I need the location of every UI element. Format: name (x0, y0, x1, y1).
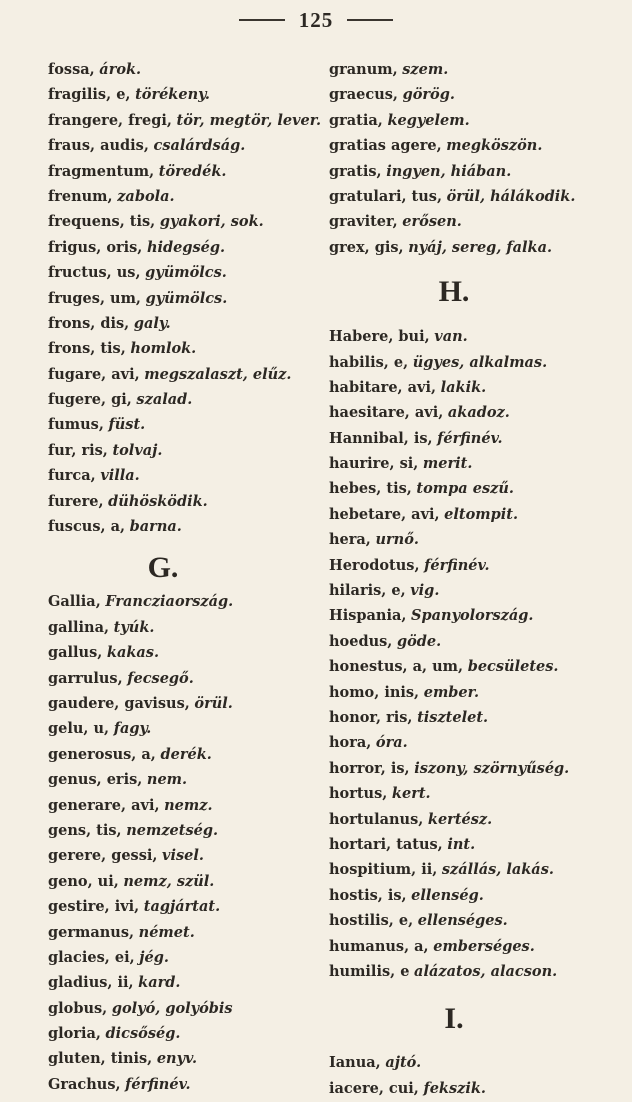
latin-headword: Habere, bui, (329, 328, 430, 346)
dictionary-entry (329, 959, 619, 984)
latin-headword: gallina, (48, 618, 110, 636)
hungarian-translation: töredék. (158, 162, 227, 180)
dictionary-entry (329, 451, 619, 476)
hungarian-translation: csalárdság. (153, 137, 246, 155)
latin-headword: fructus, us, (48, 264, 141, 282)
hungarian-translation: ajtó. (385, 1054, 422, 1072)
dictionary-entry (48, 159, 318, 184)
dictionary-entry (48, 311, 318, 336)
dictionary-entry (48, 336, 318, 361)
latin-headword: fur, ris, (48, 441, 108, 459)
hungarian-translation: Francziaország. (105, 593, 234, 611)
entry-list (329, 324, 619, 984)
hungarian-translation: van. (434, 328, 468, 346)
hungarian-translation: szállás, lakás. (441, 861, 554, 879)
dictionary-entry (329, 908, 619, 933)
hungarian-translation: tompa eszű. (416, 480, 514, 498)
latin-headword: fragilis, e, (48, 86, 131, 104)
latin-headword: hortulanus, (329, 810, 424, 828)
hungarian-translation: örül. (194, 694, 233, 712)
dictionary-entry (48, 716, 318, 741)
dictionary-entry (48, 387, 318, 412)
hungarian-translation: iszony, szörnyűség. (414, 759, 570, 777)
hungarian-translation: tagjártat. (143, 898, 221, 916)
latin-headword: Hannibal, is, (329, 429, 433, 447)
dictionary-entry (329, 502, 619, 527)
entry-list (48, 589, 318, 1097)
latin-headword: gens, tis, (48, 821, 122, 839)
dictionary-entry (329, 476, 619, 501)
hungarian-translation: örül, hálákodik. (446, 187, 576, 205)
hungarian-translation: férfinév. (437, 429, 503, 447)
latin-headword: fossa, (48, 61, 95, 78)
latin-headword: gratias agere, (329, 137, 442, 155)
hungarian-translation: tisztelet. (417, 708, 489, 726)
latin-headword: Ianua, (329, 1054, 381, 1072)
hungarian-translation: tyúk. (113, 618, 155, 636)
dictionary-entry (329, 934, 619, 959)
entry-list (329, 57, 619, 260)
latin-headword: hebes, tis, (329, 480, 412, 498)
dictionary-entry (329, 108, 619, 133)
dictionary-entry (48, 57, 318, 82)
dictionary-entry (48, 463, 318, 488)
latin-headword: frons, dis, (48, 314, 130, 332)
dictionary-entry (329, 350, 619, 375)
dictionary-entry (48, 108, 322, 133)
latin-headword: geno, ui, (48, 872, 119, 890)
latin-headword: hortus, (329, 785, 388, 803)
hungarian-translation: enyv. (156, 1050, 198, 1068)
dictionary-entry (329, 184, 619, 209)
dictionary-entry (48, 82, 318, 107)
dictionary-entry (48, 996, 318, 1021)
latin-headword: honor, ris, (329, 708, 413, 726)
dictionary-entry (48, 818, 318, 843)
hungarian-translation: ember. (423, 683, 480, 701)
latin-headword: habitare, avi, (329, 378, 437, 396)
dictionary-entry (48, 666, 318, 691)
hungarian-translation: törékeny. (135, 86, 210, 104)
dictionary-entry (48, 133, 318, 158)
dictionary-entry (48, 362, 318, 387)
hungarian-translation: nem. (146, 771, 188, 789)
dictionary-entry (329, 209, 619, 234)
latin-headword: humilis, e (329, 962, 410, 980)
latin-headword: humanus, a, (329, 937, 429, 955)
latin-headword: grex, gis, (329, 238, 404, 256)
hungarian-translation: nemz, szül. (123, 872, 215, 890)
dictionary-entry (329, 1050, 619, 1075)
latin-headword: generosus, a, (48, 745, 156, 763)
dictionary-entry (329, 324, 619, 349)
latin-headword: honestus, a, um, (329, 658, 464, 676)
latin-headword: frequens, tis, (48, 213, 156, 231)
hungarian-translation: villa. (100, 467, 140, 485)
hungarian-translation: becsületes. (467, 658, 559, 676)
dictionary-entry (329, 603, 619, 628)
dictionary-entry (329, 781, 619, 806)
latin-headword: hebetare, avi, (329, 505, 440, 523)
dictionary-entry (48, 1072, 318, 1097)
page-number: 125 (298, 7, 334, 32)
latin-headword: fuscus, a, (48, 518, 126, 536)
dictionary-entry (329, 553, 619, 578)
latin-headword: Grachus, (48, 1075, 121, 1093)
dictionary-entry (48, 640, 318, 665)
dictionary-entry (329, 159, 619, 184)
dictionary-entry (48, 793, 318, 818)
page-header (0, 6, 632, 34)
latin-headword: gerere, gessi, (48, 847, 158, 865)
latin-headword: hoedus, (329, 632, 393, 650)
hungarian-translation: hidegség. (146, 238, 226, 256)
latin-headword: horror, is, (329, 759, 410, 777)
dictionary-entry (329, 756, 619, 781)
hungarian-translation: megszalaszt, elűz. (144, 365, 292, 383)
latin-headword: gratia, (329, 111, 383, 129)
dictionary-entry (329, 857, 619, 882)
hungarian-translation: füst. (108, 416, 146, 434)
dictionary-entry (329, 629, 619, 654)
dictionary-entry (48, 235, 318, 260)
dictionary-entry (48, 209, 318, 234)
hungarian-translation: ellenséges. (417, 912, 508, 930)
hungarian-translation: jég. (139, 948, 169, 966)
latin-headword: gluten, tinis, (48, 1050, 153, 1068)
hungarian-translation: derék. (160, 745, 212, 763)
hungarian-translation: vig. (410, 582, 440, 600)
latin-headword: granum, (329, 61, 398, 78)
latin-headword: homo, inis, (329, 683, 420, 701)
latin-headword: fugere, gi, (48, 391, 132, 409)
latin-headword: germanus, (48, 923, 135, 941)
latin-headword: frigus, oris, (48, 238, 143, 256)
latin-headword: gallus, (48, 644, 103, 662)
latin-headword: haurire, si, (329, 455, 419, 473)
dictionary-entry (48, 742, 318, 767)
dictionary-entry (329, 426, 619, 451)
dictionary-entry (329, 680, 619, 705)
hungarian-translation: eltompit. (444, 505, 519, 523)
dictionary-entry (48, 615, 318, 640)
dictionary-entry (329, 883, 619, 908)
hungarian-translation: szalad. (136, 391, 193, 409)
latin-headword: hortari, tatus, (329, 835, 443, 853)
hungarian-translation: akadoz. (447, 404, 510, 422)
latin-headword: furca, (48, 467, 96, 485)
dictionary-entry (329, 730, 619, 755)
hungarian-translation: urnő. (375, 531, 419, 549)
hungarian-translation: tolvaj. (112, 441, 163, 459)
hungarian-translation: Spanyolország. (411, 607, 534, 625)
hungarian-translation: int. (447, 835, 476, 853)
latin-headword: globus, (48, 999, 108, 1017)
latin-headword: furere, (48, 492, 104, 510)
dictionary-entry (329, 57, 619, 82)
hungarian-translation: barna. (129, 518, 182, 536)
hungarian-translation: gyümölcs. (145, 289, 228, 307)
letter-heading-h: H. (438, 275, 470, 309)
dictionary-entry (48, 514, 318, 539)
dictionary-entry (48, 920, 318, 945)
latin-headword: gratulari, tus, (329, 187, 443, 205)
latin-headword: frenum, (48, 187, 113, 205)
dictionary-entry (329, 400, 619, 425)
latin-headword: hospitium, ii, (329, 861, 438, 879)
hungarian-translation: golyó, golyóbis (111, 999, 233, 1017)
hungarian-translation: fagy. (113, 720, 152, 738)
latin-headword: frons, tis, (48, 340, 126, 358)
latin-headword: gelu, u, (48, 720, 110, 738)
hungarian-translation: óra. (375, 734, 408, 752)
dictionary-entry (329, 527, 619, 552)
latin-headword: fruges, um, (48, 289, 141, 307)
dictionary-entry (48, 767, 318, 792)
latin-headword: genus, eris, (48, 771, 143, 789)
hungarian-translation: kard. (138, 974, 181, 992)
hungarian-translation: visel. (162, 847, 204, 865)
dictionary-entry (48, 438, 318, 463)
latin-headword: hora, (329, 734, 372, 752)
hungarian-translation: dühösködik. (108, 492, 208, 510)
hungarian-translation: galy. (133, 314, 171, 332)
header-rule-left (239, 19, 285, 21)
latin-headword: iacere, cui, (329, 1079, 419, 1097)
hungarian-translation: megköszön. (446, 137, 543, 155)
latin-headword: hera, (329, 531, 371, 549)
right-column (329, 57, 619, 1101)
left-column (48, 57, 322, 1097)
hungarian-translation: kertész. (427, 810, 493, 828)
dictionary-entry (48, 184, 318, 209)
hungarian-translation: homlok. (130, 340, 197, 358)
hungarian-translation: fekszik. (423, 1079, 486, 1097)
hungarian-translation: nemz. (164, 796, 213, 814)
dictionary-entry (329, 832, 619, 857)
dictionary-entry (48, 1046, 318, 1071)
hungarian-translation: zabola. (117, 187, 175, 205)
hungarian-translation: szem. (402, 61, 449, 78)
latin-headword: gloria, (48, 1025, 101, 1043)
hungarian-translation: nyáj, sereg, falka. (408, 238, 553, 256)
hungarian-translation: alázatos, alacson. (414, 962, 558, 980)
dictionary-entry (48, 945, 318, 970)
dictionary-entry (48, 286, 318, 311)
latin-headword: fumus, (48, 416, 104, 434)
dictionary-entry (329, 807, 619, 832)
dictionary-entry (329, 235, 619, 260)
dictionary-entry (48, 412, 318, 437)
latin-headword: Gallia, (48, 593, 101, 611)
latin-headword: Herodotus, (329, 556, 420, 574)
latin-headword: frangere, fregi, (48, 111, 172, 129)
latin-headword: generare, avi, (48, 796, 160, 814)
dictionary-entry (48, 589, 318, 614)
latin-headword: habilis, e, (329, 353, 409, 371)
latin-headword: Hispania, (329, 607, 407, 625)
hungarian-translation: merit. (422, 455, 473, 473)
hungarian-translation: göde. (396, 632, 442, 650)
hungarian-translation: lakik. (440, 378, 487, 396)
dictionary-entry (329, 705, 619, 730)
hungarian-translation: görög. (402, 86, 455, 104)
entry-list (48, 57, 322, 539)
letter-heading-i: I. (444, 1002, 464, 1036)
dictionary-entry (329, 82, 619, 107)
hungarian-translation: német. (138, 923, 195, 941)
dictionary-entry (48, 843, 318, 868)
hungarian-translation: kert. (391, 785, 431, 803)
dictionary-entry (329, 1076, 619, 1101)
hungarian-translation: gyakori, sok. (159, 213, 264, 231)
hungarian-translation: árok. (99, 61, 142, 78)
hungarian-translation: fecsegő. (127, 669, 194, 687)
dictionary-entry (329, 133, 619, 158)
hungarian-translation: ellenség. (411, 886, 484, 904)
hungarian-translation: ügyes, alkalmas. (412, 353, 548, 371)
dictionary-entry (48, 1021, 318, 1046)
hungarian-translation: emberséges. (433, 937, 535, 955)
dictionary-entry (329, 375, 619, 400)
dictionary-entry (329, 654, 619, 679)
latin-headword: glacies, ei, (48, 948, 135, 966)
latin-headword: fragmentum, (48, 162, 155, 180)
hungarian-translation: kegyelem. (387, 111, 470, 129)
latin-headword: gaudere, gavisus, (48, 694, 190, 712)
latin-headword: hilaris, e, (329, 582, 406, 600)
latin-headword: gestire, ivi, (48, 898, 140, 916)
latin-headword: hostilis, e, (329, 912, 414, 930)
latin-headword: gladius, ii, (48, 974, 134, 992)
dictionary-entry (48, 970, 318, 995)
latin-headword: garrulus, (48, 669, 123, 687)
hungarian-translation: erősen. (402, 213, 462, 231)
dictionary-entry (48, 869, 318, 894)
dictionary-entry (48, 894, 318, 919)
entry-list (329, 1050, 619, 1101)
latin-headword: fraus, audis, (48, 137, 149, 155)
hungarian-translation: tör, megtör, lever. (176, 111, 322, 129)
latin-headword: graecus, (329, 86, 398, 104)
hungarian-translation: ingyen, hiában. (386, 162, 512, 180)
hungarian-translation: férfinév. (125, 1075, 191, 1093)
hungarian-translation: gyümölcs. (145, 264, 227, 282)
dictionary-entry (48, 260, 318, 285)
latin-headword: graviter, (329, 213, 398, 231)
hungarian-translation: kakas. (106, 644, 160, 662)
hungarian-translation: dicsőség. (105, 1025, 181, 1043)
dictionary-entry (329, 578, 619, 603)
dictionary-entry (48, 489, 318, 514)
letter-heading-g: G. (147, 551, 179, 585)
latin-headword: hostis, is, (329, 886, 407, 904)
dictionary-entry (48, 691, 318, 716)
latin-headword: gratis, (329, 162, 382, 180)
hungarian-translation: férfinév. (424, 556, 490, 574)
header-rule-right (347, 19, 393, 21)
hungarian-translation: nemzetség. (126, 821, 219, 839)
latin-headword: haesitare, avi, (329, 404, 444, 422)
latin-headword: fugare, avi, (48, 365, 140, 383)
